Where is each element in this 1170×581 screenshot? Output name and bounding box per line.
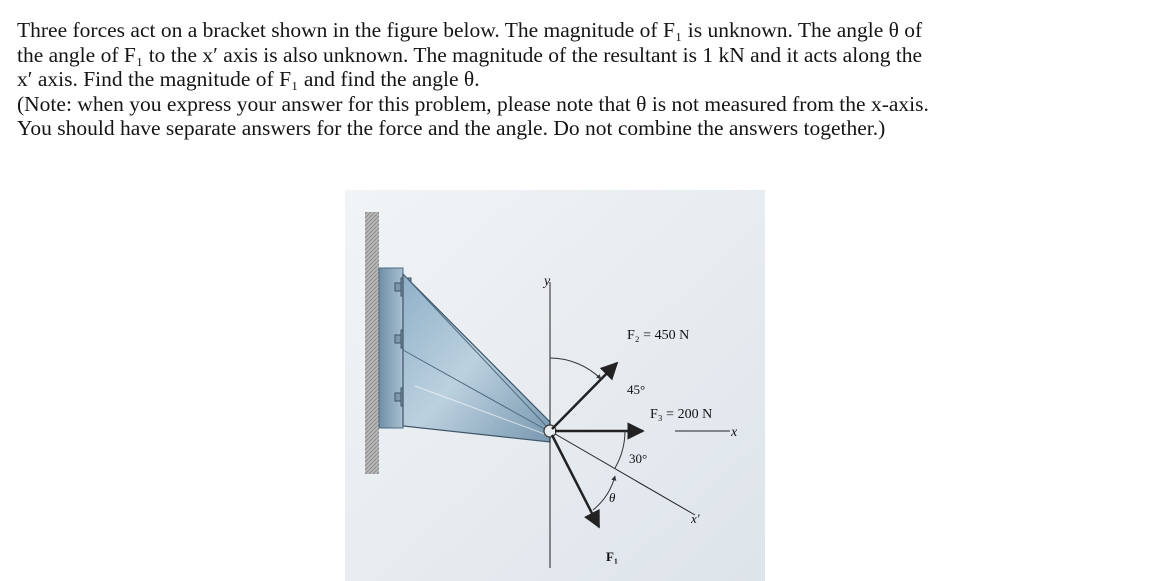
problem-note-line-1: (Note: when you express your answer for this problem, please note that θ is not measured from the x-axis. (17, 91, 929, 116)
angle-30-label: 30° (629, 451, 648, 466)
problem-note-line-2: You should have separate answers for the force and the angle. Do not combine the answers together.) (17, 116, 886, 140)
problem-line-3: x′ axis. Find the magnitude of F₁ and find the angle θ. (17, 67, 480, 91)
problem-line-2: the angle of F₁ to the x′ axis is also unknown. The magnitude of the resultant is 1 kN and it acts along the (17, 42, 923, 67)
force-f3-label: F₃ = 200 N (650, 407, 713, 422)
mounting-plate (379, 268, 403, 428)
wall (365, 212, 379, 474)
force-f2-label: F₂ = 450 N (627, 328, 690, 343)
problem-statement (17, 18, 1157, 141)
force-f1-label: F₁ (606, 549, 618, 564)
angle-45-label: 45° (627, 382, 646, 397)
problem-line-1: Three forces act on a bracket shown in the figure below. The magnitude of F₁ is unknown. The angle θ of (17, 18, 923, 42)
x-prime-axis-label: x′ (691, 511, 700, 526)
y-axis-label: y (544, 274, 551, 289)
angle-theta-label: θ (609, 490, 616, 505)
bracket-figure (345, 190, 765, 581)
x-axis-label: x (731, 425, 738, 440)
